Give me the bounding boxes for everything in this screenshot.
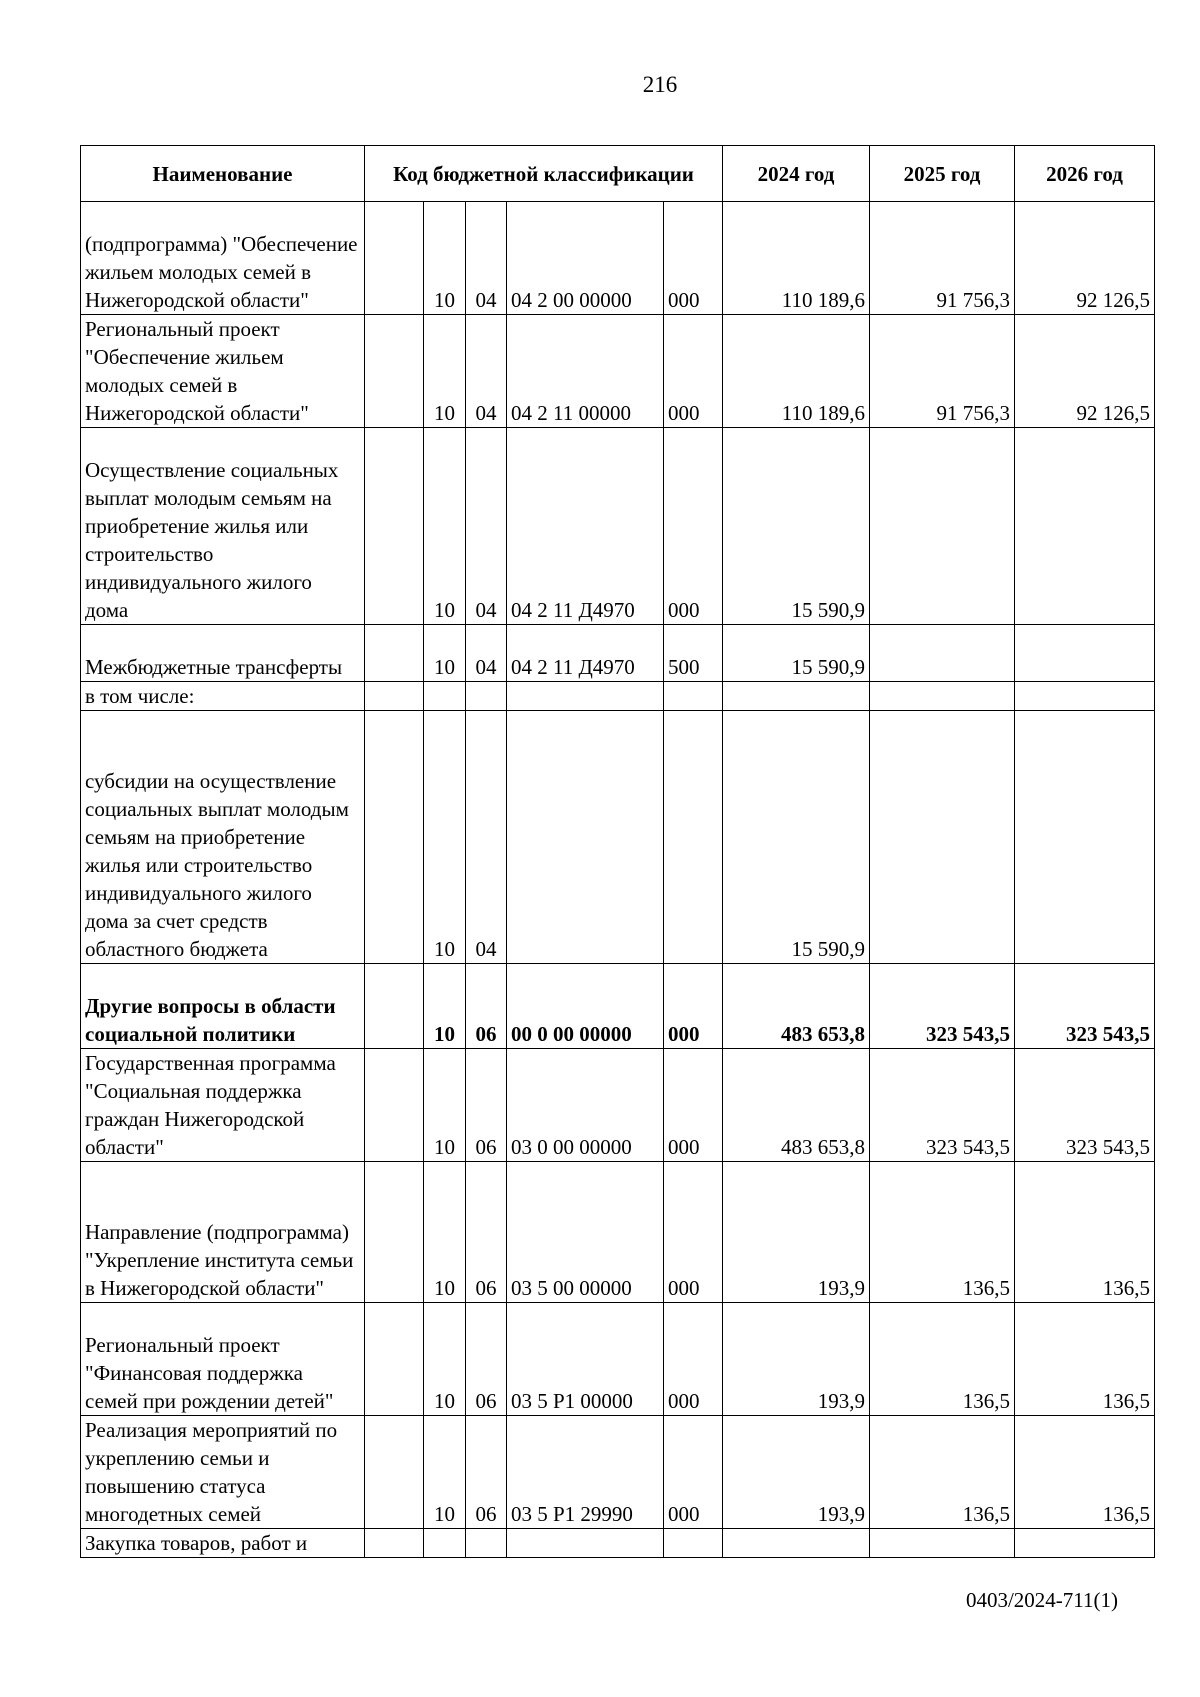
cell-rz: 10 xyxy=(424,1416,466,1529)
page-number: 216 xyxy=(642,72,678,97)
cell-vr: 000 xyxy=(664,428,723,625)
table-row xyxy=(81,315,1155,428)
document-code: 0403/2024-711(1) xyxy=(965,1588,1118,1612)
cell-pr xyxy=(466,1529,507,1558)
cell-2026: 136,5 xyxy=(1015,1416,1155,1529)
cell-csr: 04 2 00 00000 xyxy=(507,202,664,315)
cell-2025: 91 756,3 xyxy=(870,315,1015,428)
cell-blank xyxy=(365,1416,424,1529)
cell-2026 xyxy=(1015,428,1155,625)
header-code: Код бюджетной классификации xyxy=(365,146,723,202)
cell-rz: 10 xyxy=(424,625,466,682)
cell-csr: 03 5 Р1 29990 xyxy=(507,1416,664,1529)
cell-2025: 323 543,5 xyxy=(870,964,1015,1049)
cell-blank xyxy=(365,625,424,682)
cell-blank xyxy=(365,682,424,711)
header-row xyxy=(81,146,1155,202)
cell-pr: 04 xyxy=(466,625,507,682)
cell-pr: 06 xyxy=(466,1416,507,1529)
cell-blank xyxy=(365,315,424,428)
cell-csr: 03 5 Р1 00000 xyxy=(507,1303,664,1416)
cell-rz: 10 xyxy=(424,1049,466,1162)
cell-2025 xyxy=(870,1529,1015,1558)
cell-vr: 000 xyxy=(664,1162,723,1303)
cell-blank xyxy=(365,964,424,1049)
cell-rz: 10 xyxy=(424,428,466,625)
cell-2025: 323 543,5 xyxy=(870,1049,1015,1162)
cell-2026: 136,5 xyxy=(1015,1303,1155,1416)
row-name: Реализация мероприятий по укреплению семьи и повышению статуса многодетных семей xyxy=(81,1416,365,1529)
cell-2024: 15 590,9 xyxy=(723,428,870,625)
cell-2024: 15 590,9 xyxy=(723,711,870,964)
row-name: Межбюджетные трансферты xyxy=(81,625,365,682)
cell-csr: 04 2 11 Д4970 xyxy=(507,428,664,625)
cell-vr xyxy=(664,682,723,711)
cell-pr: 06 xyxy=(466,1303,507,1416)
cell-2024 xyxy=(723,1529,870,1558)
cell-blank xyxy=(365,1049,424,1162)
row-name: Осуществление социальных выплат молодым семьям на приобретение жилья или строительство индивидуального жилого дома xyxy=(81,428,365,625)
cell-vr: 000 xyxy=(664,964,723,1049)
table-row xyxy=(81,1049,1155,1162)
cell-blank xyxy=(365,1303,424,1416)
cell-rz: 10 xyxy=(424,1303,466,1416)
cell-2026: 92 126,5 xyxy=(1015,202,1155,315)
table-row xyxy=(81,202,1155,315)
cell-vr: 000 xyxy=(664,1049,723,1162)
cell-vr: 000 xyxy=(664,1303,723,1416)
cell-rz: 10 xyxy=(424,202,466,315)
table-row xyxy=(81,1529,1155,1558)
table-row xyxy=(81,428,1155,625)
cell-2024: 193,9 xyxy=(723,1162,870,1303)
row-name: Закупка товаров, работ и xyxy=(81,1529,365,1558)
cell-2026: 323 543,5 xyxy=(1015,964,1155,1049)
cell-csr: 03 0 00 00000 xyxy=(507,1049,664,1162)
table-row xyxy=(81,1162,1155,1303)
table-row xyxy=(81,1303,1155,1416)
budget-table xyxy=(80,145,1155,1558)
cell-2025: 91 756,3 xyxy=(870,202,1015,315)
cell-rz: 10 xyxy=(424,964,466,1049)
cell-2026 xyxy=(1015,682,1155,711)
cell-2025: 136,5 xyxy=(870,1303,1015,1416)
cell-2024: 483 653,8 xyxy=(723,964,870,1049)
table-row xyxy=(81,711,1155,964)
cell-rz: 10 xyxy=(424,1162,466,1303)
cell-blank xyxy=(365,711,424,964)
cell-2026: 136,5 xyxy=(1015,1162,1155,1303)
cell-2026 xyxy=(1015,1529,1155,1558)
cell-2025: 136,5 xyxy=(870,1416,1015,1529)
cell-pr: 04 xyxy=(466,202,507,315)
cell-2024: 483 653,8 xyxy=(723,1049,870,1162)
cell-2024: 110 189,6 xyxy=(723,202,870,315)
row-name: Государственная программа "Социальная поддержка граждан Нижегородской области" xyxy=(81,1049,365,1162)
cell-pr: 04 xyxy=(466,315,507,428)
cell-blank xyxy=(365,202,424,315)
cell-2024: 193,9 xyxy=(723,1303,870,1416)
row-name: Направление (подпрограмма) "Укрепление института семьи в Нижегородской области" xyxy=(81,1162,365,1303)
cell-2026 xyxy=(1015,625,1155,682)
cell-2024: 110 189,6 xyxy=(723,315,870,428)
cell-2025 xyxy=(870,428,1015,625)
cell-pr: 06 xyxy=(466,1049,507,1162)
cell-vr: 000 xyxy=(664,202,723,315)
cell-pr: 04 xyxy=(466,428,507,625)
cell-2025: 136,5 xyxy=(870,1162,1015,1303)
header-2024: 2024 год xyxy=(723,146,870,202)
row-name: Другие вопросы в области социальной политики xyxy=(81,964,365,1049)
cell-2026: 92 126,5 xyxy=(1015,315,1155,428)
cell-2024: 193,9 xyxy=(723,1416,870,1529)
cell-2026: 323 543,5 xyxy=(1015,1049,1155,1162)
cell-rz xyxy=(424,1529,466,1558)
cell-blank xyxy=(365,1162,424,1303)
cell-2026 xyxy=(1015,711,1155,964)
cell-rz: 10 xyxy=(424,711,466,964)
header-2026: 2026 год xyxy=(1015,146,1155,202)
cell-vr: 000 xyxy=(664,1416,723,1529)
row-name: Региональный проект "Обеспечение жильем молодых семей в Нижегородской области" xyxy=(81,315,365,428)
row-name: (подпрограмма) "Обеспечение жильем молодых семей в Нижегородской области" xyxy=(81,202,365,315)
cell-blank xyxy=(365,428,424,625)
cell-2024 xyxy=(723,682,870,711)
table-row xyxy=(81,1416,1155,1529)
table-row xyxy=(81,964,1155,1049)
cell-2024: 15 590,9 xyxy=(723,625,870,682)
row-name: субсидии на осуществление социальных выплат молодым семьям на приобретение жилья или строительство индивидуального жилого дома за счет средств областного бюджета xyxy=(81,711,365,964)
cell-blank xyxy=(365,1529,424,1558)
cell-pr: 06 xyxy=(466,1162,507,1303)
table-row xyxy=(81,625,1155,682)
cell-vr: 500 xyxy=(664,625,723,682)
header-name: Наименование xyxy=(81,146,365,202)
row-name: Региональный проект "Финансовая поддержка семей при рождении детей" xyxy=(81,1303,365,1416)
cell-2025 xyxy=(870,711,1015,964)
cell-csr: 00 0 00 00000 xyxy=(507,964,664,1049)
cell-pr: 04 xyxy=(466,711,507,964)
cell-vr xyxy=(664,711,723,964)
cell-pr: 06 xyxy=(466,964,507,1049)
cell-csr: 03 5 00 00000 xyxy=(507,1162,664,1303)
header-2025: 2025 год xyxy=(870,146,1015,202)
cell-csr xyxy=(507,1529,664,1558)
cell-2025 xyxy=(870,682,1015,711)
cell-2025 xyxy=(870,625,1015,682)
row-name: в том числе: xyxy=(81,682,365,711)
table-row xyxy=(81,682,1155,711)
cell-rz xyxy=(424,682,466,711)
cell-vr: 000 xyxy=(664,315,723,428)
cell-csr xyxy=(507,682,664,711)
cell-vr xyxy=(664,1529,723,1558)
cell-csr xyxy=(507,711,664,964)
cell-rz: 10 xyxy=(424,315,466,428)
cell-csr: 04 2 11 00000 xyxy=(507,315,664,428)
cell-pr xyxy=(466,682,507,711)
cell-csr: 04 2 11 Д4970 xyxy=(507,625,664,682)
